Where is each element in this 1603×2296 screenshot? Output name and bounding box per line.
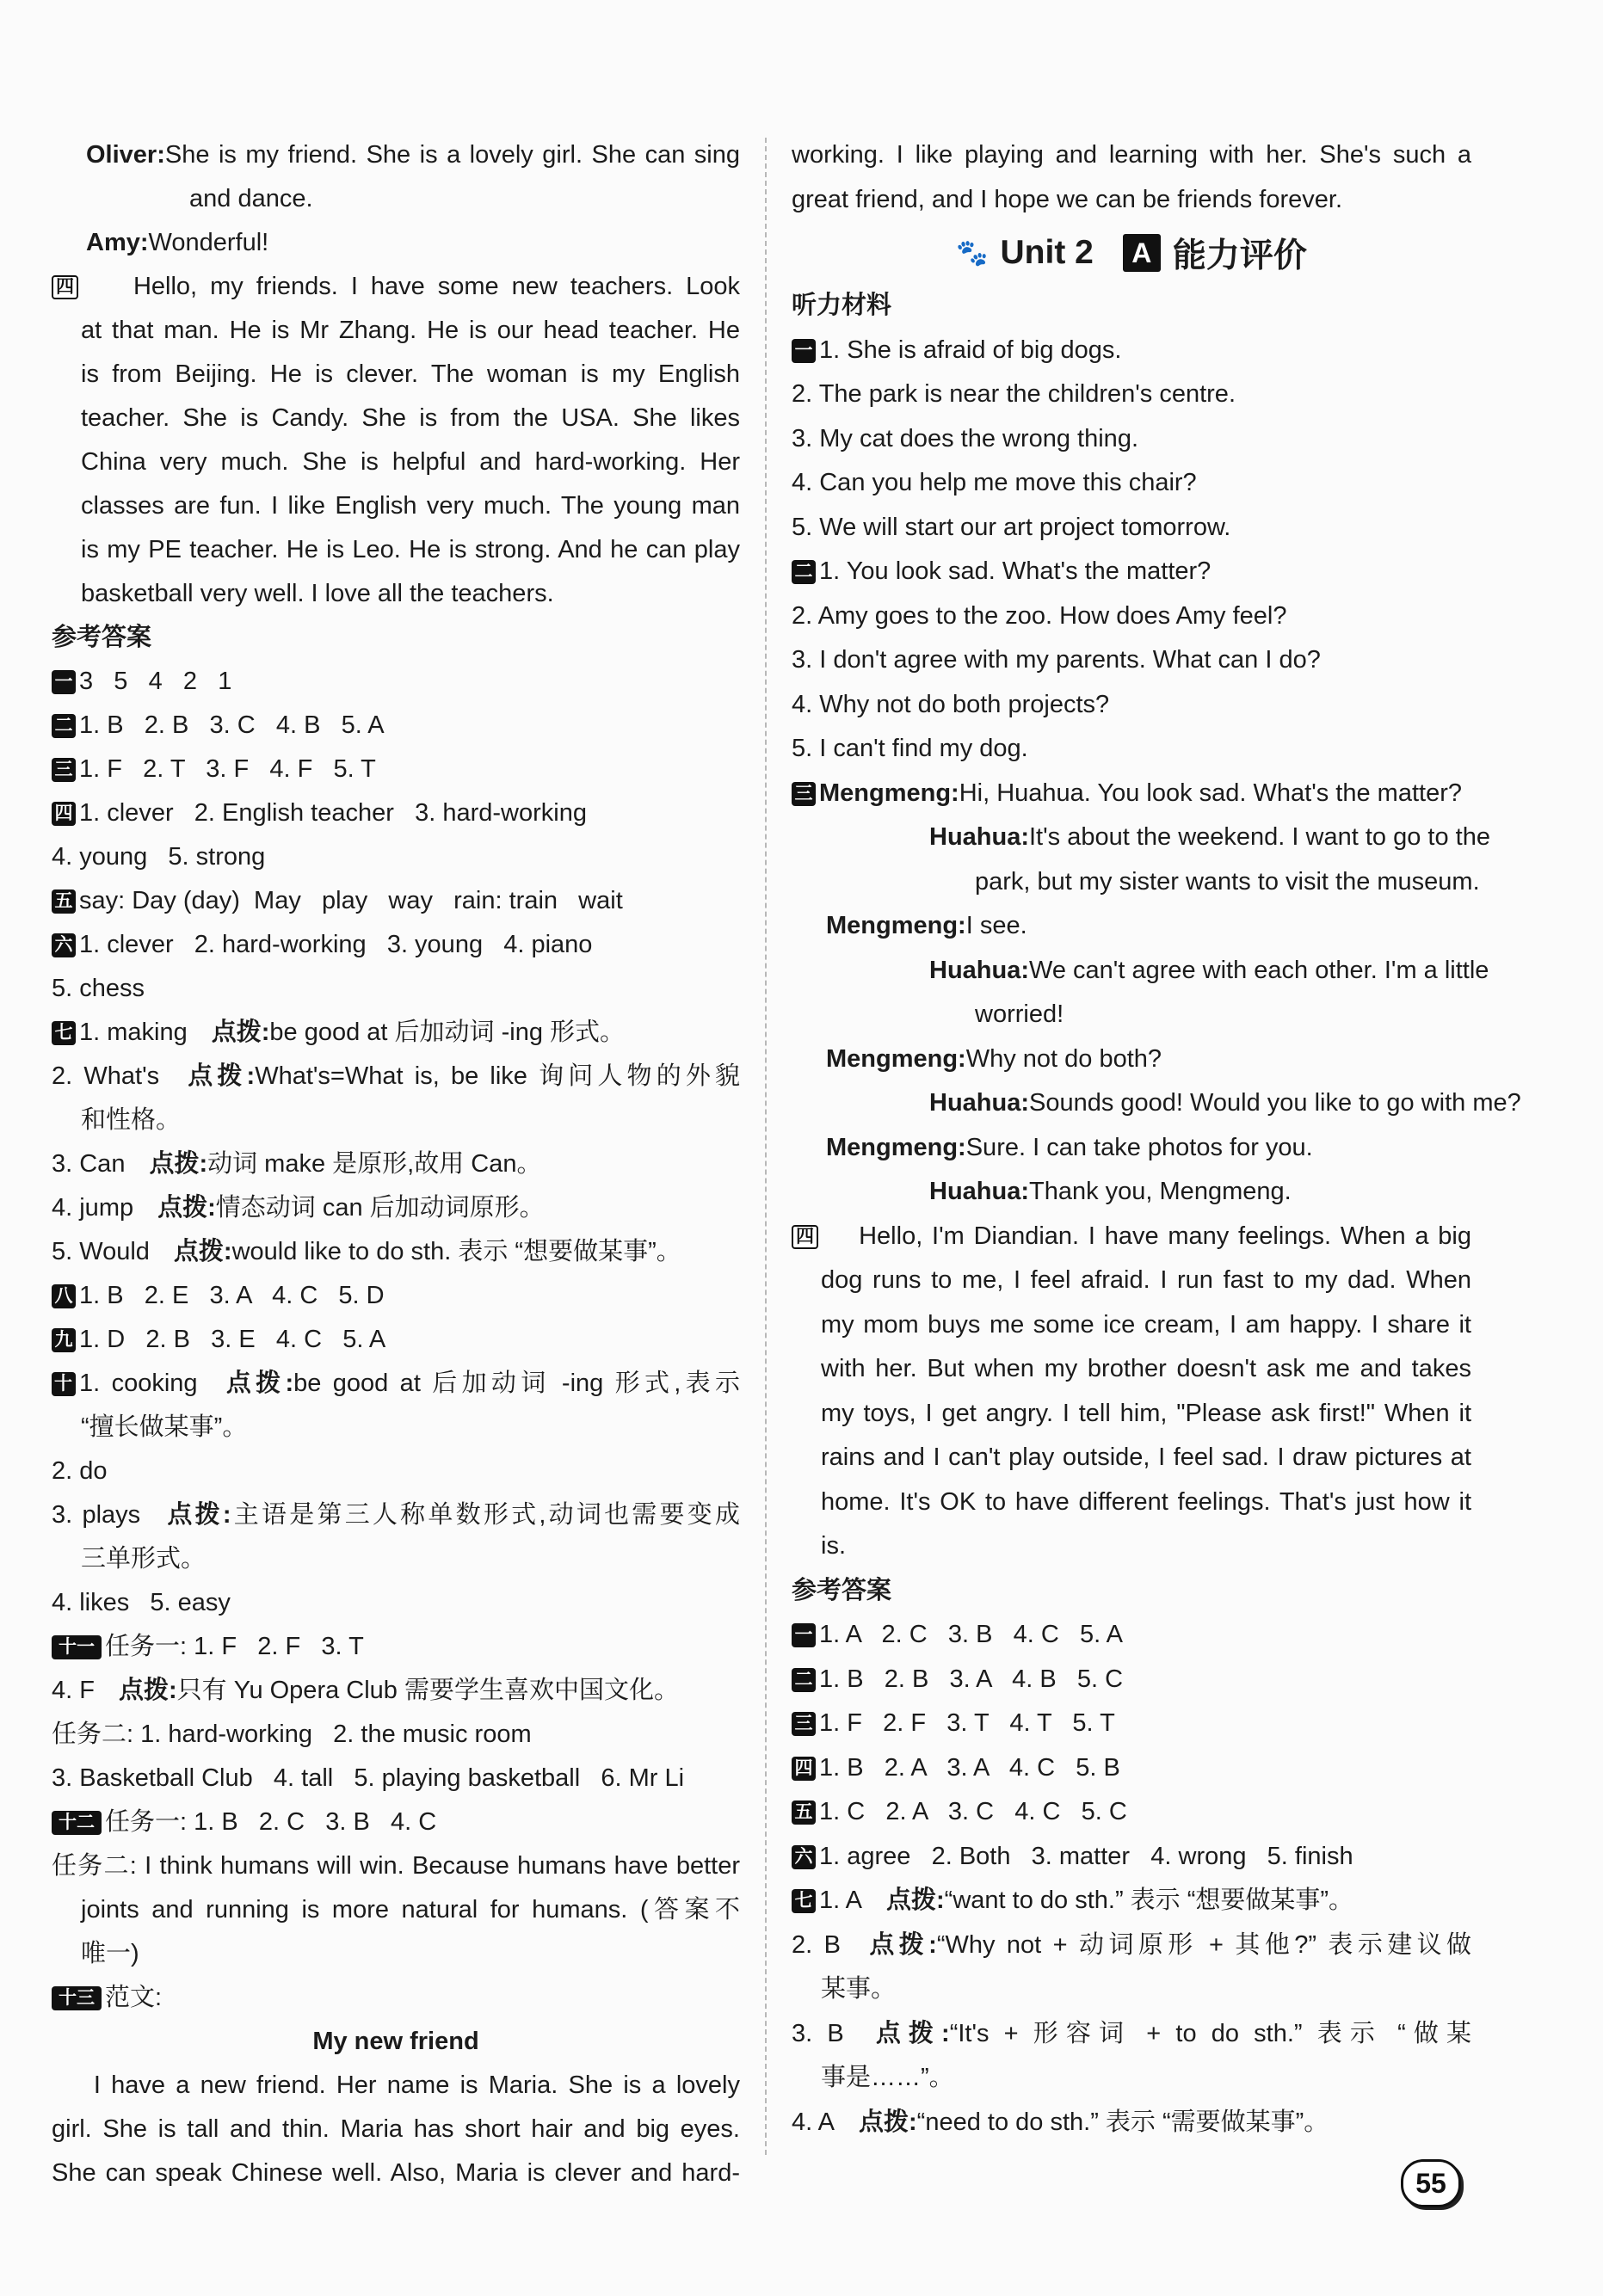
text-line xyxy=(792,1569,1471,1614)
line-text: with her. But when my brother doesn't ask me and takes xyxy=(821,1355,1471,1382)
line-text: She is my friend. She is a lovely girl. She can sing xyxy=(164,141,740,169)
tip-label: 点拨: xyxy=(149,1150,208,1178)
text-line xyxy=(52,879,740,923)
column-divider xyxy=(765,138,767,2155)
line-text: It's about the weekend. I want to go to the xyxy=(1029,823,1490,851)
question-number-badge: 九 xyxy=(52,1328,76,1352)
text-line xyxy=(52,1537,740,1581)
question-number-badge: 十一 xyxy=(52,1635,102,1659)
question-number-badge: 五 xyxy=(792,1800,816,1825)
line-text: 3 5 4 2 1 xyxy=(79,668,232,695)
answer: 1. making xyxy=(79,1019,188,1046)
line-text: Why not do both? xyxy=(965,1044,1162,1073)
line-text: girl. She is tall and thin. Maria has short hair and big eyes. xyxy=(52,2115,740,2143)
text-line xyxy=(792,461,1471,506)
line-text: 1. F 2. F 3. T 4. T 5. T xyxy=(819,1709,1115,1737)
section-heading: 参考答案 xyxy=(792,1576,892,1604)
line-text: 5. We will start our art project tomorrow. xyxy=(792,513,1231,541)
text-line xyxy=(792,2056,1471,2101)
question-number-badge: 三 xyxy=(792,782,816,806)
section-title: 能力评价 xyxy=(1172,237,1307,274)
question-number-badge: 十二 xyxy=(52,1811,102,1835)
left-column xyxy=(52,133,740,2195)
text-line xyxy=(52,1493,740,1537)
question-number-badge: 一 xyxy=(792,339,816,363)
text-line xyxy=(52,528,740,572)
text-line xyxy=(792,372,1471,417)
line-text: 2. Amy goes to the zoo. How does Amy feel? xyxy=(792,601,1287,630)
question-number-badge: 四 xyxy=(52,275,78,299)
question-number-badge: 三 xyxy=(52,758,76,782)
answer: 4. F xyxy=(52,1677,95,1704)
tip-text: 主语是第三人称单数形式,动词也需要变成 xyxy=(231,1501,740,1529)
tip-text: would like to do sth. 表示 “想要做某事”。 xyxy=(231,1238,681,1265)
line-text: is my PE teacher. He is Leo. He is strong. And he can play xyxy=(81,536,740,563)
tip-text: 动词 make 是原形,故用 Can。 xyxy=(207,1150,542,1178)
text-line xyxy=(52,484,740,528)
text-line xyxy=(52,1099,740,1142)
text-line xyxy=(792,949,1489,994)
tip-label: 点拨: xyxy=(173,1238,232,1265)
text-line xyxy=(792,550,1471,594)
tip-label: 点拨: xyxy=(867,2019,950,2047)
answer: 2. B xyxy=(792,1930,841,1959)
text-line xyxy=(52,791,740,835)
line-text: I have a new friend. Her name is Maria. She is a lovely xyxy=(52,2071,740,2099)
tip-text: “Why not + 动词原形 + 其他?” 表示建议做 xyxy=(936,1930,1471,1959)
speaker-name: Oliver: xyxy=(86,141,165,169)
paw-icon: 🐾 xyxy=(956,238,989,268)
text-line xyxy=(792,727,1471,772)
line-text: Hello, my friends. I have some new teachers. Look xyxy=(82,273,740,300)
speaker-name: Huahua: xyxy=(929,956,1029,984)
text-line xyxy=(52,133,740,177)
text-line xyxy=(52,1274,740,1318)
text-line xyxy=(792,1081,1521,1126)
answer: 2. What's xyxy=(52,1062,160,1090)
question-number-badge: 十三 xyxy=(52,1986,102,2010)
tip-text: What's=What is, be like 询问人物的外貌 xyxy=(255,1062,740,1090)
text-line xyxy=(792,860,1480,905)
right-column xyxy=(792,133,1521,2145)
tip-label: 点拨: xyxy=(164,1501,231,1529)
answer: 3. B xyxy=(792,2019,844,2047)
line-text: 4. Why not do both projects? xyxy=(792,690,1110,718)
line-text: 1. You look sad. What's the matter? xyxy=(819,557,1211,585)
text-line xyxy=(792,178,1471,223)
speaker-name: Amy: xyxy=(86,229,149,256)
speaker-name: Mengmeng: xyxy=(826,1044,966,1073)
question-number-badge: 二 xyxy=(792,1668,816,1692)
line-text: worried! xyxy=(975,1000,1064,1028)
text-line xyxy=(792,417,1471,462)
line-text: 3. My cat does the wrong thing. xyxy=(792,424,1138,452)
text-line xyxy=(52,1230,740,1274)
speaker-name: Mengmeng: xyxy=(819,779,959,807)
answer: 1. cooking xyxy=(79,1370,198,1397)
text-line xyxy=(52,2151,740,2195)
question-number-badge: 六 xyxy=(52,933,76,957)
line-text: 和性格。 xyxy=(81,1106,182,1134)
tip-label: 点拨: xyxy=(118,1677,177,1704)
line-text: 1. C 2. A 3. C 4. C 5. C xyxy=(819,1798,1127,1825)
text-line xyxy=(52,1800,740,1844)
answer: 3. plays xyxy=(52,1501,141,1529)
question-number-badge: 十 xyxy=(52,1372,76,1396)
line-text: 1. A 2. C 3. B 4. C 5. A xyxy=(819,1621,1124,1648)
text-line xyxy=(792,816,1490,860)
speaker-name: Mengmeng: xyxy=(826,912,966,939)
text-line xyxy=(792,1126,1471,1171)
line-text: rains and I can't play outside, I feel sad. I draw pictures at xyxy=(821,1443,1471,1471)
text-line xyxy=(52,1669,740,1713)
question-number-badge: 四 xyxy=(792,1757,816,1781)
text-line xyxy=(792,594,1471,639)
text-line xyxy=(792,1436,1471,1480)
line-text: 5. chess xyxy=(52,975,145,1002)
line-text: Sure. I can take photos for you. xyxy=(965,1133,1313,1161)
section-heading: 听力材料 xyxy=(792,292,892,319)
text-line xyxy=(792,1524,1471,1569)
text-line xyxy=(792,1480,1471,1525)
text-line xyxy=(52,221,740,265)
text-line xyxy=(792,1658,1471,1702)
text-line xyxy=(792,904,1471,949)
line-text: 任务二: 1. hard-working 2. the music room xyxy=(52,1720,532,1748)
text-line xyxy=(52,2064,740,2108)
question-number-badge: 五 xyxy=(52,889,76,914)
speaker-name: Huahua: xyxy=(929,823,1029,851)
text-line xyxy=(52,1581,740,1625)
text-line xyxy=(52,1888,740,1932)
line-text: 任务一: 1. F 2. F 3. T xyxy=(105,1633,364,1660)
text-line xyxy=(52,1055,740,1099)
line-text: basketball very well. I love all the teachers. xyxy=(81,580,554,607)
line-text: 1. B 2. B 3. A 4. B 5. C xyxy=(819,1665,1124,1693)
line-text: my toys, I get angry. I tell him, "Please ask first!" When it xyxy=(821,1399,1471,1427)
text-line xyxy=(792,284,1471,329)
text-line xyxy=(52,309,740,353)
line-text: classes are fun. I like English very much. The young man xyxy=(81,492,740,520)
line-text: Sounds good! Would you like to go with me? xyxy=(1029,1089,1521,1117)
question-number-badge: 四 xyxy=(792,1225,818,1249)
text-line xyxy=(792,993,1471,1037)
text-line xyxy=(52,835,740,879)
line-text: Hi, Huahua. You look sad. What's the matter? xyxy=(959,779,1462,807)
answer: 4. A xyxy=(792,2108,835,2136)
text-line xyxy=(792,1702,1471,1746)
line-text: my mom buys me some ice cream, I am happy. I share it xyxy=(821,1310,1471,1339)
line-text: great friend, and I hope we can be friends forever. xyxy=(792,185,1343,213)
question-number-badge: 三 xyxy=(792,1712,816,1736)
text-line xyxy=(52,1362,740,1406)
question-number-badge: 一 xyxy=(52,670,76,694)
text-line xyxy=(52,572,740,616)
line-text: 任务一: 1. B 2. C 3. B 4. C xyxy=(105,1808,437,1836)
line-text: 4. likes 5. easy xyxy=(52,1589,231,1616)
text-line xyxy=(792,1746,1471,1791)
text-line xyxy=(52,440,740,484)
text-line xyxy=(792,329,1471,373)
line-text: 事是……”。 xyxy=(821,2064,954,2091)
question-number-badge: 七 xyxy=(792,1889,816,1913)
question-number-badge: 七 xyxy=(52,1021,76,1045)
text-line xyxy=(52,967,740,1011)
tip-label: 点拨: xyxy=(886,1887,945,1914)
tip-label: 点拨: xyxy=(221,1370,294,1397)
text-line xyxy=(52,177,740,221)
tip-label: 点拨: xyxy=(859,2108,917,2136)
line-text: I see. xyxy=(965,912,1027,939)
text-line xyxy=(52,397,740,440)
line-text: 1. F 2. T 3. F 4. F 5. T xyxy=(79,755,376,783)
line-text: 2. do xyxy=(52,1457,108,1485)
tip-text: be good at 后加动词 -ing 形式。 xyxy=(269,1019,626,1046)
line-text: Thank you, Mengmeng. xyxy=(1029,1178,1292,1205)
line-text: working. I like playing and learning with her. She's such a xyxy=(792,141,1471,169)
level-badge: A xyxy=(1123,234,1161,272)
tip-text: “It's + 形容词 + to do sth.” 表示 “做某 xyxy=(949,2019,1471,2047)
text-line xyxy=(792,1967,1471,2012)
text-line xyxy=(52,1844,740,1888)
text-line xyxy=(792,1347,1471,1392)
line-text: at that man. He is Mr Zhang. He is our head teacher. He xyxy=(81,317,740,344)
line-text: 范文: xyxy=(105,1984,163,2011)
text-line xyxy=(792,1170,1471,1215)
text-line xyxy=(792,1037,1471,1082)
text-line xyxy=(792,506,1471,551)
text-line xyxy=(792,2012,1471,2057)
tip-text: 情态动词 can 后加动词原形。 xyxy=(215,1194,545,1222)
line-text: 1. B 2. E 3. A 4. C 5. D xyxy=(79,1282,385,1309)
text-line xyxy=(792,1303,1471,1348)
text-line xyxy=(792,2101,1471,2145)
question-number-badge: 六 xyxy=(792,1845,816,1869)
text-line xyxy=(792,1259,1471,1303)
line-text: is from Beijing. He is clever. The woman is my English xyxy=(81,360,740,388)
line-text: 4. young 5. strong xyxy=(52,843,266,871)
line-text: 4. Can you help me move this chair? xyxy=(792,469,1197,496)
tip-text: be good at 后加动词 -ing 形式,表示 xyxy=(293,1370,740,1397)
line-text: 任务二: I think humans will win. Because humans have better xyxy=(52,1852,740,1880)
line-text: and dance. xyxy=(189,185,313,212)
line-text: “擅长做某事”。 xyxy=(81,1413,248,1441)
text-line xyxy=(792,1835,1471,1880)
line-text: 3. Basketball Club 4. tall 5. playing basketball 6. Mr Li xyxy=(52,1764,685,1792)
question-number-badge: 二 xyxy=(792,560,816,584)
line-text: 唯一) xyxy=(81,1940,139,1967)
tip-label: 点拨: xyxy=(183,1062,256,1090)
text-line xyxy=(52,1318,740,1362)
line-text: Hello, I'm Diandian. I have many feelings. When a big xyxy=(822,1222,1471,1250)
text-line xyxy=(792,1215,1471,1259)
line-text: 2. The park is near the children's centre. xyxy=(792,380,1236,408)
page-number: 55 xyxy=(1401,2159,1461,2207)
line-text: 1. clever 2. hard-working 3. young 4. piano xyxy=(79,931,593,958)
text-line xyxy=(792,1392,1471,1437)
question-number-badge: 二 xyxy=(52,714,76,738)
text-line xyxy=(52,265,740,309)
text-line xyxy=(52,1011,740,1055)
line-text: 1. B 2. A 3. A 4. C 5. B xyxy=(819,1753,1120,1782)
text-line xyxy=(792,133,1471,178)
text-line xyxy=(52,923,740,967)
line-text: We can't agree with each other. I'm a little xyxy=(1029,956,1489,984)
text-line xyxy=(52,353,740,397)
line-text: say: Day (day) May play way rain: train wait xyxy=(79,887,623,914)
text-line xyxy=(52,1186,740,1230)
text-line xyxy=(52,1713,740,1757)
answer: 5. Would xyxy=(52,1238,150,1265)
question-number-badge: 八 xyxy=(52,1284,76,1308)
text-line xyxy=(52,1625,740,1669)
line-text: park, but my sister wants to visit the museum. xyxy=(975,867,1480,896)
tip-label: 点拨: xyxy=(864,1930,937,1959)
text-line xyxy=(52,704,740,748)
line-text: 1. She is afraid of big dogs. xyxy=(819,335,1122,364)
text-line xyxy=(52,2020,740,2064)
text-line xyxy=(52,1976,740,2020)
line-text: 三单形式。 xyxy=(81,1545,207,1573)
line-text: 1. clever 2. English teacher 3. hard-working xyxy=(79,799,587,827)
text-line xyxy=(52,1757,740,1800)
text-line xyxy=(792,638,1471,683)
speaker-name: Huahua: xyxy=(929,1089,1029,1117)
text-line xyxy=(52,1406,740,1450)
text-line xyxy=(52,616,740,660)
text-line xyxy=(792,1924,1471,1968)
text-line xyxy=(792,772,1471,816)
text-line xyxy=(792,222,1471,284)
text-line xyxy=(792,1879,1471,1924)
line-text: is. xyxy=(821,1532,846,1560)
text-line xyxy=(52,660,740,704)
text-line xyxy=(52,2108,740,2151)
answer: 1. A xyxy=(819,1887,862,1914)
essay-title: My new friend xyxy=(312,2028,479,2055)
text-line xyxy=(52,1142,740,1186)
speaker-name: Mengmeng: xyxy=(826,1133,966,1161)
text-line xyxy=(52,1932,740,1976)
tip-text: “want to do sth.” 表示 “想要做某事”。 xyxy=(944,1887,1354,1914)
text-line xyxy=(52,1450,740,1493)
line-text: 5. I can't find my dog. xyxy=(792,735,1028,762)
question-number-badge: 一 xyxy=(792,1623,816,1647)
speaker-name: Huahua: xyxy=(929,1178,1029,1205)
line-text: joints and running is more natural for humans. (答案不 xyxy=(81,1896,740,1924)
line-text: 1. D 2. B 3. E 4. C 5. A xyxy=(79,1326,386,1353)
tip-text: 只有 Yu Opera Club 需要学生喜欢中国文化。 xyxy=(176,1677,679,1704)
answer: 3. Can xyxy=(52,1150,126,1178)
line-text: 1. agree 2. Both 3. matter 4. wrong 5. finish xyxy=(819,1842,1353,1870)
text-line xyxy=(792,1613,1471,1658)
text-line xyxy=(792,1790,1471,1835)
tip-label: 点拨: xyxy=(157,1194,216,1222)
unit-title: Unit 2 xyxy=(1000,234,1094,271)
line-text: She can speak Chinese well. Also, Maria is clever and hard- xyxy=(52,2159,740,2187)
text-line xyxy=(52,748,740,791)
text-line xyxy=(792,683,1471,728)
line-text: 1. B 2. B 3. C 4. B 5. A xyxy=(79,711,385,739)
answer: 4. jump xyxy=(52,1194,134,1222)
line-text: Wonderful! xyxy=(148,229,269,256)
tip-text: “need to do sth.” 表示 “需要做某事”。 xyxy=(916,2108,1329,2136)
line-text: home. It's OK to have different feelings. That's just how it xyxy=(821,1487,1471,1516)
line-text: 3. I don't agree with my parents. What can I do? xyxy=(792,646,1321,674)
line-text: 某事。 xyxy=(821,1975,897,2003)
line-text: dog runs to me, I feel afraid. I run fast to my dad. When xyxy=(821,1266,1471,1294)
line-text: China very much. She is helpful and hard-working. Her xyxy=(81,448,740,476)
line-text: teacher. She is Candy. She is from the USA. She likes xyxy=(81,404,740,432)
tip-label: 点拨: xyxy=(211,1019,270,1046)
question-number-badge: 四 xyxy=(52,802,76,826)
section-heading: 参考答案 xyxy=(52,624,152,651)
